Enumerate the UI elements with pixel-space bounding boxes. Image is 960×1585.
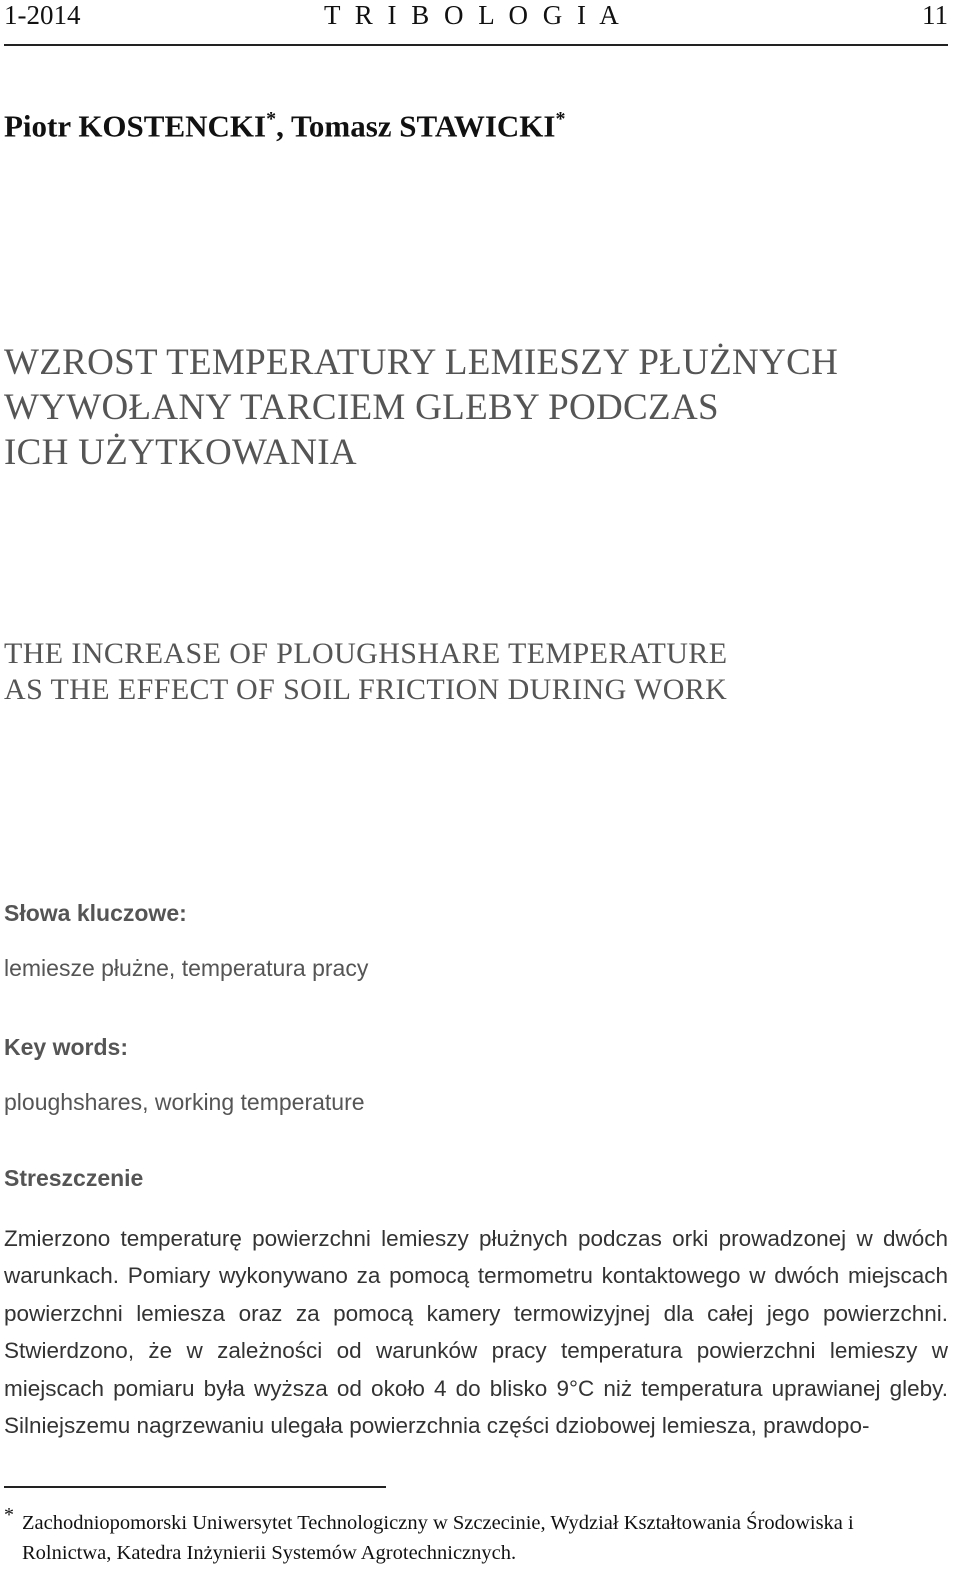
issue-number: 1-2014 bbox=[4, 0, 81, 30]
author-separator: , bbox=[276, 108, 292, 144]
title-english-line: AS THE EFFECT OF SOIL FRICTION DURING WORK bbox=[4, 673, 728, 706]
title-polish-line: WYWOŁANY TARCIEM GLEBY PODCZAS bbox=[4, 387, 719, 428]
keywords-en-text: ploughshares, working temperature bbox=[4, 1089, 365, 1115]
title-polish bbox=[4, 340, 838, 475]
keywords-pl-text: lemiesze płużne, temperatura pracy bbox=[4, 955, 369, 981]
abstract-text: Zmierzono temperaturę powierzchni lemieszy płużnych podczas orki prowadzonej w dwóch warunkach. Pomiary wykonywano za pomocą termometru kontaktowego w dwóch miejscach powierzchni lemiesza oraz za pomocą kamery termowizyjnej dla całej jego powierzchni. Stwierdzono, że w zależności od warunków pracy temperatura powierzchni lemieszy w miejscach pomiaru była wyższa od około 4 do blisko 9°C niż temperatura uprawianej gleby. Silniejszemu nagrzewaniu ulegała powierzchnia części dziobowej lemiesza, prawdopo- bbox=[4, 1226, 948, 1439]
title-polish-line: ICH UŻYTKOWANIA bbox=[4, 432, 357, 473]
running-header bbox=[4, 0, 948, 46]
author-1: Piotr KOSTENCKI bbox=[4, 108, 267, 144]
footnote-mark: * bbox=[4, 1504, 14, 1526]
abstract-heading: Streszczenie bbox=[4, 1165, 144, 1191]
footnote-rule bbox=[4, 1486, 386, 1488]
title-english bbox=[4, 636, 727, 708]
author-2: Tomasz STAWICKI bbox=[291, 108, 556, 144]
title-polish-line: WZROST TEMPERATURY LEMIESZY PŁUŻNYCH bbox=[4, 342, 839, 383]
footnote bbox=[4, 1504, 948, 1568]
keywords-pl-label: Słowa kluczowe: bbox=[4, 900, 187, 926]
authors-line bbox=[4, 108, 565, 144]
journal-name: T R I B O L O G I A bbox=[324, 0, 623, 30]
title-english-line: THE INCREASE OF PLOUGHSHARE TEMPERATURE bbox=[4, 637, 728, 670]
author-2-affiliation-mark: * bbox=[555, 108, 566, 130]
footnote-text: Zachodniopomorski Uniwersytet Technologiczny w Szczecinie, Wydział Kształtowania Środowiska i Rolnictwa, Katedra Inżynierii Systemów Agrotechnicznych. bbox=[22, 1512, 854, 1564]
page-number: 11 bbox=[922, 0, 948, 30]
keywords-en-label: Key words: bbox=[4, 1034, 128, 1060]
author-1-affiliation-mark: * bbox=[266, 108, 277, 130]
